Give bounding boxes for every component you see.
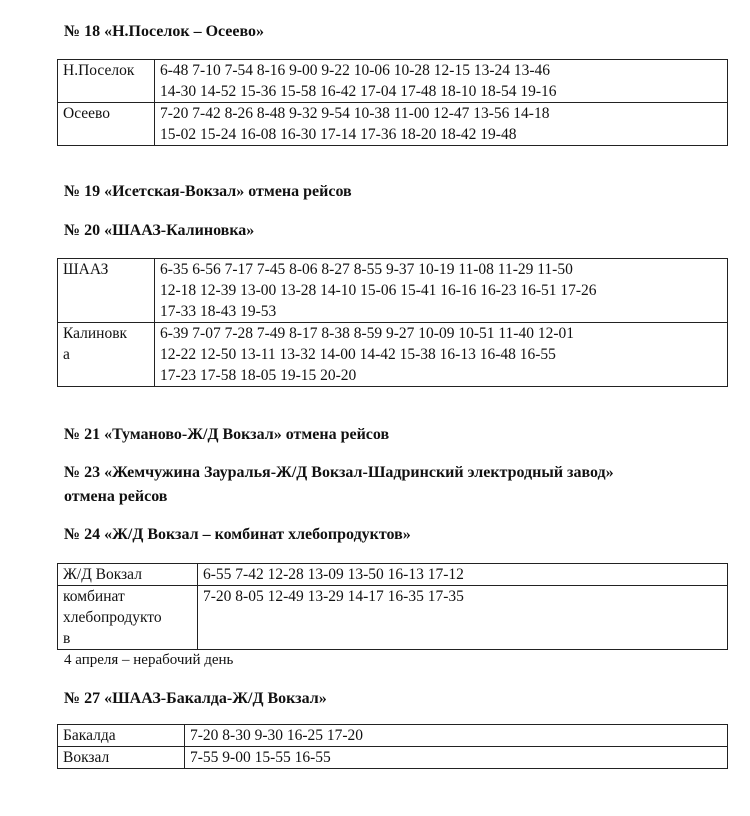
stop-label: Осеево bbox=[63, 105, 110, 122]
stop-label: а bbox=[63, 346, 70, 363]
route-23-heading: № 23 «Жемчужина Зауралья-Ж/Д Вокзал-Шадринский электродный завод» bbox=[64, 464, 614, 481]
times-line: 7-55 9-00 15-55 16-55 bbox=[190, 749, 331, 766]
stop-name bbox=[58, 259, 155, 323]
stop-label: Ж/Д Вокзал bbox=[63, 566, 142, 583]
table-row bbox=[58, 103, 728, 146]
stop-name bbox=[58, 747, 185, 769]
departure-times bbox=[198, 564, 728, 586]
table-row bbox=[58, 747, 728, 769]
route-23-heading-cont: отмена рейсов bbox=[64, 488, 168, 505]
route-27-table bbox=[57, 724, 728, 769]
times-line: 6-55 7-42 12-28 13-09 13-50 16-13 17-12 bbox=[203, 566, 464, 583]
times-line: 6-39 7-07 7-28 7-49 8-17 8-38 8-59 9-27 10-09 10-51 11-40 12-01 bbox=[160, 325, 574, 342]
times-line: 15-02 15-24 16-08 16-30 17-14 17-36 18-20 18-42 19-48 bbox=[160, 126, 517, 143]
stop-name bbox=[58, 60, 155, 103]
times-line: 6-35 6-56 7-17 7-45 8-06 8-27 8-55 9-37 10-19 11-08 11-29 11-50 bbox=[160, 261, 573, 278]
table-row bbox=[58, 323, 728, 387]
stop-label: Вокзал bbox=[63, 749, 110, 766]
stop-label: в bbox=[63, 630, 71, 647]
departure-times bbox=[185, 725, 728, 747]
route-20-heading: № 20 «ШААЗ-Калиновка» bbox=[64, 222, 255, 239]
route-21-heading: № 21 «Туманово-Ж/Д Вокзал» отмена рейсов bbox=[64, 426, 390, 443]
departure-times bbox=[155, 323, 728, 387]
route-24-table bbox=[57, 563, 728, 650]
departure-times bbox=[198, 586, 728, 650]
times-line: 7-20 8-05 12-49 13-29 14-17 16-35 17-35 bbox=[203, 588, 464, 605]
route-24-heading: № 24 «Ж/Д Вокзал – комбинат хлебопродуктов» bbox=[64, 526, 411, 543]
times-line: 14-30 14-52 15-36 15-58 16-42 17-04 17-48 18-10 18-54 19-16 bbox=[160, 83, 557, 100]
holiday-note: 4 апреля – нерабочий день bbox=[64, 652, 234, 668]
table-row bbox=[58, 725, 728, 747]
table-row bbox=[58, 586, 728, 650]
departure-times bbox=[185, 747, 728, 769]
stop-label: комбинат bbox=[63, 588, 125, 605]
times-line: 17-33 18-43 19-53 bbox=[160, 303, 277, 320]
stop-name bbox=[58, 725, 185, 747]
stop-label: Калиновк bbox=[63, 325, 128, 342]
stop-label: ШААЗ bbox=[63, 261, 109, 278]
route-27-heading: № 27 «ШААЗ-Бакалда-Ж/Д Вокзал» bbox=[64, 690, 327, 707]
stop-name bbox=[58, 564, 198, 586]
route-19-heading: № 19 «Исетская-Вокзал» отмена рейсов bbox=[64, 183, 352, 200]
departure-times bbox=[155, 60, 728, 103]
departure-times bbox=[155, 259, 728, 323]
route-18-table bbox=[57, 59, 728, 146]
times-line: 12-18 12-39 13-00 13-28 14-10 15-06 15-41 16-16 16-23 16-51 17-26 bbox=[160, 282, 597, 299]
times-line: 7-20 7-42 8-26 8-48 9-32 9-54 10-38 11-00 12-47 13-56 14-18 bbox=[160, 105, 550, 122]
table-row bbox=[58, 259, 728, 323]
stop-name bbox=[58, 323, 155, 387]
times-line: 12-22 12-50 13-11 13-32 14-00 14-42 15-38 16-13 16-48 16-55 bbox=[160, 346, 556, 363]
stop-name bbox=[58, 586, 198, 650]
departure-times bbox=[155, 103, 728, 146]
stop-name bbox=[58, 103, 155, 146]
stop-label: Бакалда bbox=[63, 727, 116, 744]
times-line: 6-48 7-10 7-54 8-16 9-00 9-22 10-06 10-28 12-15 13-24 13-46 bbox=[160, 62, 551, 79]
times-line: 17-23 17-58 18-05 19-15 20-20 bbox=[160, 367, 357, 384]
stop-label: хлебопродукто bbox=[63, 609, 162, 626]
table-row bbox=[58, 60, 728, 103]
route-20-table bbox=[57, 258, 728, 387]
times-line: 7-20 8-30 9-30 16-25 17-20 bbox=[190, 727, 364, 744]
stop-label: Н.Поселок bbox=[63, 62, 135, 79]
route-18-heading: № 18 «Н.Поселок – Осеево» bbox=[64, 23, 265, 40]
table-row bbox=[58, 564, 728, 586]
